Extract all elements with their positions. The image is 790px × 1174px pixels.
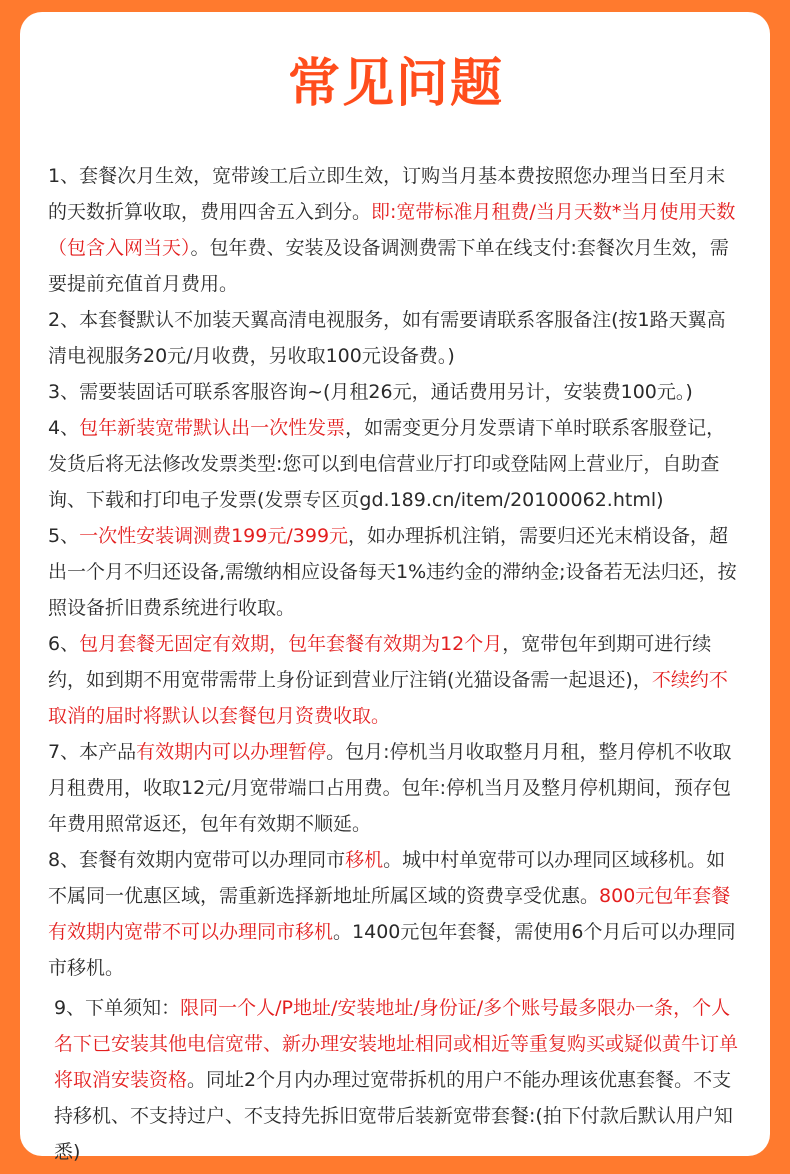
faq-item [48, 990, 744, 1170]
faq-highlight-text: 不续约不取消的届时将默认以套餐包月资费收取。 [48, 669, 728, 727]
faq-highlight-text: 限同一个人/P地址/安装地址/身份证/多个账号最多限办一条，个人名下已安装其他电信宽带、新办理安装地址相同或相近等重复购买或疑似黄牛订单将取消安装资格 [54, 997, 739, 1091]
faq-text: 。1400元包年套餐，需使用6个月后可以办理同市移机。 [48, 921, 736, 979]
faq-list [48, 158, 744, 1170]
faq-highlight-text: 即:宽带标准月租费/当月天数*当月使用天数（包含入网当天） [48, 201, 736, 259]
faq-text: 2、本套餐默认不加装天翼高清电视服务，如有需要请联系客服备注(按1路天翼高清电视服务20元/月收费，另收取100元设备费。) [48, 309, 726, 367]
faq-item [48, 374, 744, 410]
faq-item [48, 302, 744, 374]
faq-text: 5、 [48, 525, 80, 547]
faq-text: ，宽带包年到期可进行续约，如到期不用宽带需带上身份证到营业厅注销(光猫设备需一起退还)， [48, 633, 712, 691]
faq-highlight-text: 一次性安装调测费199元/399元 [79, 525, 349, 547]
faq-item [48, 626, 744, 734]
faq-text: ，如需变更分月发票请下单时联系客服登记，发货后将无法修改发票类型:您可以到电信营业厅打印或登陆网上营业厅，自助查询、下载和打印电子发票(发票专区页gd.189.cn/item/20100062.html) [48, 417, 726, 511]
faq-text: 9、下单须知： [54, 997, 181, 1019]
faq-text: 。包月:停机当月收取整月月租，整月停机不收取月租费用，收取12元/月宽带端口占用费。包年:停机当月及整月停机期间，预存包年费用照常返还，包年有效期不顺延。 [48, 741, 732, 835]
faq-item [48, 158, 744, 302]
faq-text: 。包年费、安装及设备调测费需下单在线支付:套餐次月生效，需要提前充值首月费用。 [48, 237, 729, 295]
faq-text: 6、 [48, 633, 80, 655]
faq-text: ，如办理拆机注销，需要归还光末梢设备，超出一个月不归还设备,需缴纳相应设备每天1%违约金的滞纳金;设备若无法归还，按照设备折旧费系统进行收取。 [48, 525, 737, 619]
faq-highlight-text: 移机 [345, 849, 384, 871]
faq-highlight-text: 包年新装宽带默认出一次性发票 [79, 417, 346, 439]
faq-item [48, 518, 744, 626]
page-title: 常见问题 [287, 54, 504, 114]
faq-text: 4、 [48, 417, 80, 439]
faq-item [48, 734, 744, 842]
faq-text: 1、套餐次月生效，宽带竣工后立即生效，订购当月基本费按照您办理当日至月末的天数折算收取，费用四舍五入到分。 [48, 165, 726, 223]
faq-highlight-text: 800元包年套餐有效期内宽带不可以办理同市移机 [48, 885, 731, 943]
faq-text: 3、需要装固话可联系客服咨询~(月租26元，通话费用另计，安装费100元。) [48, 381, 693, 403]
faq-highlight-text: 有效期内可以办理暂停 [136, 741, 327, 763]
faq-highlight-text: 包月套餐无固定有效期，包年套餐有效期为12个月 [79, 633, 503, 655]
faq-card [20, 12, 770, 1163]
faq-text: 7、本产品 [48, 741, 137, 763]
faq-item [48, 842, 744, 986]
faq-text: 。同址2个月内办理过宽带拆机的用户不能办理该优惠套餐。不支持移机、不支持过户、不支持先拆旧宽带后装新宽带套餐:(拍下付款后默认用户知悉) [54, 1069, 733, 1163]
faq-text: 8、套餐有效期内宽带可以办理同市 [48, 849, 346, 871]
faq-text: 。城中村单宽带可以办理同区域移机。如不属同一优惠区域，需重新选择新地址所属区域的资费享受优惠。 [48, 849, 726, 907]
faq-item [48, 410, 744, 518]
